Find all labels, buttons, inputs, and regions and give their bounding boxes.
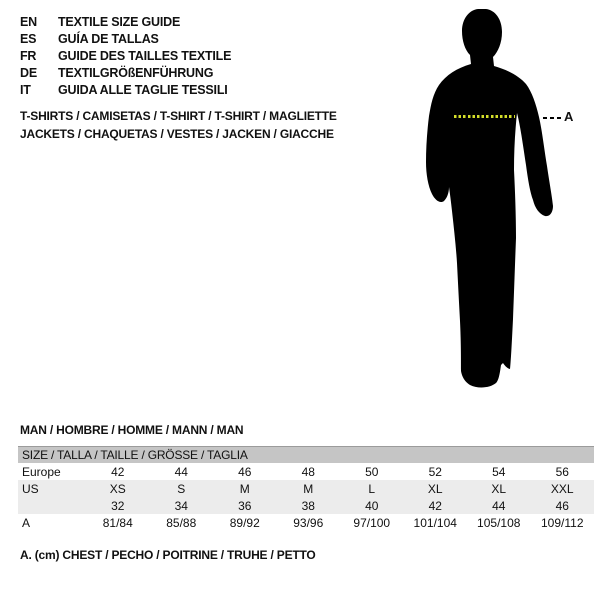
language-label: GUIDA ALLE TAGLIE TESSILI <box>58 83 228 97</box>
cell: 89/92 <box>229 515 260 530</box>
cell: M <box>303 481 314 496</box>
language-label: GUIDE DES TAILLES TEXTILE <box>58 49 232 63</box>
cell: XS <box>109 481 126 496</box>
size-table-header: SIZE / TALLA / TAILLE / GRÖSSE / TAGLIA <box>18 446 594 463</box>
language-code: FR <box>20 49 37 63</box>
measurement-footnote: A. (cm) CHEST / PECHO / POITRINE / TRUHE / PETTO <box>20 548 316 562</box>
language-code: ES <box>20 32 37 46</box>
cell: 97/100 <box>353 515 391 530</box>
row-label: A <box>22 515 31 530</box>
cell: 93/96 <box>293 515 324 530</box>
language-code: EN <box>20 15 37 29</box>
cell: 44 <box>492 498 506 513</box>
table-row-europe <box>18 463 594 480</box>
language-label: TEXTILE SIZE GUIDE <box>58 15 181 29</box>
cell: 54 <box>492 464 506 479</box>
language-label: TEXTILGRÖßENFÜHRUNG <box>58 66 214 80</box>
cell: 105/108 <box>477 515 521 530</box>
cell: 56 <box>555 464 569 479</box>
cell: 85/88 <box>166 515 197 530</box>
category-tshirts: T-SHIRTS / CAMISETAS / T-SHIRT / T-SHIRT / MAGLIETTE <box>20 109 337 123</box>
cell: 44 <box>174 464 188 479</box>
size-table <box>18 446 594 531</box>
table-row-us <box>18 480 594 497</box>
chest-measure-line <box>454 115 515 118</box>
language-code: IT <box>20 83 31 97</box>
cell: 50 <box>365 464 379 479</box>
man-silhouette-path <box>426 9 553 387</box>
measure-a-pointer-dashes <box>543 117 561 119</box>
cell: M <box>239 481 250 496</box>
cell: XL <box>491 481 507 496</box>
category-jackets: JACKETS / CHAQUETAS / VESTES / JACKEN / GIACCHE <box>20 127 334 141</box>
cell: 46 <box>555 498 569 513</box>
cell: 52 <box>428 464 442 479</box>
cell: XXL <box>550 481 574 496</box>
cell: 36 <box>238 498 252 513</box>
language-label: GUÍA DE TALLAS <box>58 32 159 46</box>
cell: 101/104 <box>413 515 457 530</box>
cell: 40 <box>365 498 379 513</box>
table-row-a-chest <box>18 514 594 531</box>
measure-a-label: A <box>564 109 574 124</box>
cell: 42 <box>111 464 125 479</box>
cell: L <box>368 481 376 496</box>
table-row-numeric <box>18 497 594 514</box>
cell: 109/112 <box>541 515 584 530</box>
cell: XL <box>427 481 443 496</box>
cell: 42 <box>428 498 442 513</box>
cell: 38 <box>301 498 315 513</box>
cell: 81/84 <box>102 515 133 530</box>
cell: 48 <box>301 464 315 479</box>
cell: 46 <box>238 464 252 479</box>
cell: 32 <box>111 498 125 513</box>
cell: 34 <box>174 498 188 513</box>
section-heading-man: MAN / HOMBRE / HOMME / MANN / MAN <box>20 423 244 437</box>
row-label: Europe <box>22 464 61 479</box>
row-label: US <box>22 481 39 496</box>
cell: S <box>177 481 186 496</box>
language-code: DE <box>20 66 37 80</box>
